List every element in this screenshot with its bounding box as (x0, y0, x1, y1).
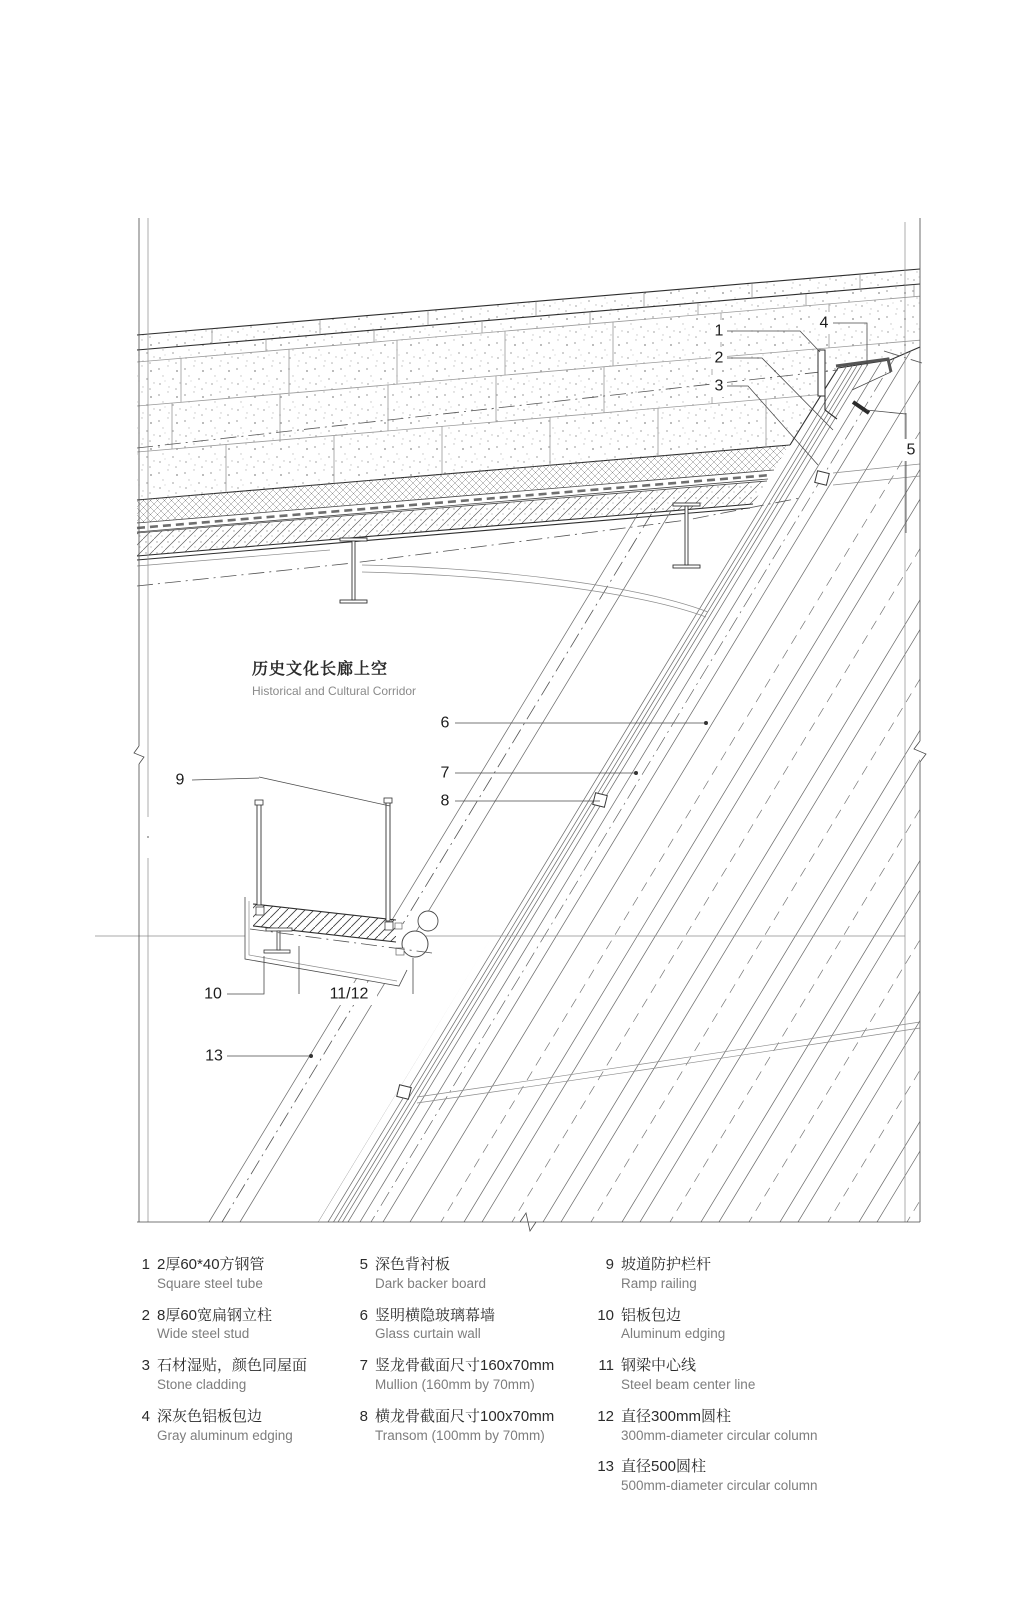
legend-item (358, 1307, 588, 1343)
legend-item (358, 1357, 588, 1393)
legend-item-en: 500mm-diameter circular column (621, 1478, 818, 1494)
legend-item-en: Ramp railing (621, 1275, 697, 1291)
legend-item-zh: 石材湿贴，颜色同屋面 (157, 1357, 308, 1375)
legend-item-zh: 竖龙骨截面尺寸160x70mm (375, 1357, 555, 1375)
legend-item-number: 7 (359, 1357, 368, 1375)
legend-item-zh: 深灰色铝板包边 (157, 1407, 263, 1425)
stone-parapet-wall (137, 269, 922, 500)
legend-item-zh: 深色背衬板 (375, 1256, 451, 1273)
space-label-en: Historical and Cultural Corridor (252, 684, 417, 698)
legend-item (358, 1408, 588, 1444)
legend-item (358, 1256, 588, 1292)
legend-item-en: Stone cladding (157, 1376, 247, 1392)
legend-item (140, 1408, 350, 1444)
callout-11/12: 11/12 (329, 985, 369, 1003)
legend-item-zh: 直径500圆柱 (621, 1458, 707, 1476)
legend-item-en: Glass curtain wall (375, 1326, 481, 1342)
legend-item-en: Dark backer board (375, 1275, 487, 1291)
legend-item-en: Steel beam center line (621, 1376, 756, 1392)
space-label-zh: 历史文化长廊上空 (252, 661, 389, 678)
callout-7: 7 (440, 764, 450, 782)
callout-13: 13 (205, 1047, 223, 1065)
callout-3: 3 (714, 377, 724, 395)
legend-item-number: 10 (597, 1306, 614, 1324)
legend-item-en: Square steel tube (157, 1275, 263, 1291)
legend-column-1 (140, 1256, 350, 1458)
legend-item-number: 3 (141, 1357, 150, 1375)
legend-item-number: 5 (359, 1256, 368, 1273)
legend-item-zh: 坡道防护栏杆 (621, 1256, 712, 1273)
legend-item-number: 8 (359, 1407, 368, 1425)
legend-item-zh: 钢梁中心线 (621, 1357, 697, 1375)
callout-6: 6 (440, 714, 450, 732)
legend-column-3 (596, 1256, 896, 1509)
legend-item (596, 1458, 896, 1494)
callout-9: 9 (175, 771, 185, 789)
callout-1: 1 (714, 322, 724, 340)
legend-item-number: 6 (359, 1306, 368, 1324)
legend-item (140, 1256, 350, 1292)
legend-item-en: Gray aluminum edging (157, 1427, 293, 1443)
legend-item (596, 1408, 896, 1444)
legend-item (596, 1307, 896, 1343)
legend-item-zh: 横龙骨截面尺寸100x70mm (375, 1407, 555, 1425)
legend-item-zh: 铝板包边 (621, 1306, 682, 1324)
legend-item-en: Wide steel stud (157, 1326, 250, 1342)
legend-item (596, 1256, 896, 1292)
legend-item-en: 300mm-diameter circular column (621, 1427, 818, 1443)
legend-item (140, 1357, 350, 1393)
ramp-railing-detail (245, 777, 438, 986)
legend-item-number: 4 (141, 1407, 150, 1425)
legend-item-en: Mullion (160mm by 70mm) (375, 1376, 535, 1392)
legend-item-en: Aluminum edging (621, 1326, 726, 1342)
legend-item-number: 11 (598, 1357, 614, 1375)
legend-item-zh: 8厚60宽扁钢立柱 (157, 1306, 273, 1324)
legend-item-zh: 竖明横隐玻璃幕墙 (375, 1306, 496, 1324)
legend-item-zh: 2厚60*40方钢管 (157, 1256, 265, 1273)
space-label (252, 656, 416, 698)
legend-item-number: 1 (141, 1256, 150, 1273)
legend-item-zh: 直径300mm圆柱 (621, 1407, 732, 1425)
callout-8: 8 (440, 792, 450, 810)
circular-column-lines (209, 508, 671, 1222)
legend-column-2 (358, 1256, 588, 1458)
legend-item-en: Transom (100mm by 70mm) (375, 1427, 545, 1443)
legend-item (596, 1357, 896, 1393)
legend-item-number: 9 (605, 1256, 614, 1273)
callout-2: 2 (714, 349, 724, 367)
reference-lines (95, 498, 920, 1103)
legend-item-number: 12 (597, 1407, 614, 1425)
legend-item (140, 1307, 350, 1343)
legend-item-number: 2 (141, 1306, 150, 1324)
callout-4: 4 (819, 314, 829, 332)
callout-5: 5 (906, 441, 916, 459)
callout-10: 10 (204, 985, 222, 1003)
legend-item-number: 13 (597, 1458, 614, 1476)
